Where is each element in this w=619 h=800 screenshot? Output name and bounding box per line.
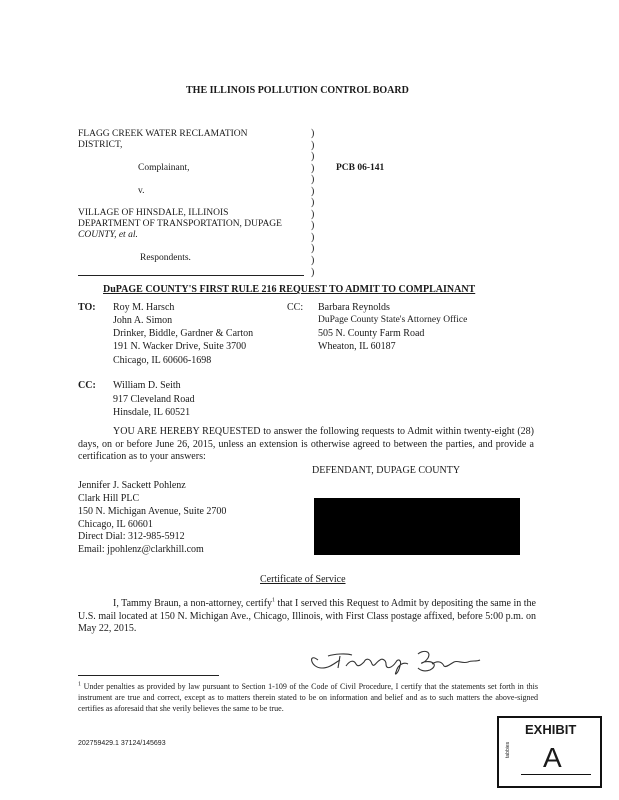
defendant-label: DEFENDANT, DUPAGE COUNTY (312, 465, 461, 476)
cc-left-line-2: 917 Cleveland Road (113, 394, 195, 405)
caption-parens: ) ) ) ) ) ) ) ) ) ) ) ) ) (311, 128, 315, 278)
cc-right-label: CC: (287, 302, 304, 313)
cc-right-line-4: Wheaton, IL 60187 (318, 341, 396, 352)
certificate-heading: Certificate of Service (260, 574, 346, 585)
signature-image (300, 638, 500, 678)
respondent-role: Respondents. (140, 253, 191, 263)
document-id: 202759429.1 37124/145693 (78, 740, 166, 747)
cc-left-line-1: William D. Seith (113, 380, 181, 391)
to-line-4: 191 N. Wacker Drive, Suite 3700 (113, 341, 247, 352)
attorney-line-6: Email: jpohlenz@clarkhill.com (78, 544, 204, 555)
respondent-line-2: DEPARTMENT OF TRANSPORTATION, DUPAGE (78, 219, 282, 229)
document-title: DuPAGE COUNTY'S FIRST RULE 216 REQUEST TO ADMIT TO COMPLAINANT (103, 284, 476, 295)
attorney-line-2: Clark Hill PLC (78, 493, 140, 504)
exhibit-sticker (497, 716, 602, 788)
exhibit-line (521, 774, 591, 775)
footnote-rule (78, 675, 219, 676)
certificate-paragraph: I, Tammy Braun, a non-attorney, certify$^1$ that I served this Request to Admit by depositing the same in the U.S. mail located at 150 N. Michigan Ave., Chicago, Illinois, with First Class postage affixed, before 5:00 p.m. on May 22, 2015. (78, 597, 536, 634)
versus: v. (138, 186, 145, 196)
attorney-line-3: 150 N. Michigan Avenue, Suite 2700 (78, 506, 227, 517)
exhibit-title: EXHIBIT (525, 722, 577, 737)
cc-right-line-3: 505 N. County Farm Road (318, 328, 425, 339)
respondent-line-1: VILLAGE OF HINSDALE, ILLINOIS (78, 208, 229, 218)
case-number: PCB 06-141 (336, 163, 385, 173)
to-line-3: Drinker, Biddle, Gardner & Carton (113, 328, 254, 339)
cc-left-line-3: Hinsdale, IL 60521 (113, 407, 191, 418)
court-title: THE ILLINOIS POLLUTION CONTROL BOARD (186, 85, 409, 96)
to-line-2: John A. Simon (113, 315, 173, 326)
exhibit-brand: tabbies (505, 741, 511, 758)
footnote: $^1$ Under penalties as provided by law pursuant to Section 1-109 of the Code of Civil Procedure, I certify that the statements set forth in this instrument are true and correct, except as to matters therein stated to be on information and belief and as to such matters the above-signed certifies as aforesaid that she verily believes the same to be true. (78, 681, 538, 713)
attorney-line-4: Chicago, IL 60601 (78, 519, 153, 530)
complainant-role: Complainant, (138, 163, 190, 173)
caption-rule (78, 275, 304, 276)
attorney-line-1: Jennifer J. Sackett Pohlenz (78, 480, 186, 491)
complainant-line-2: DISTRICT, (78, 140, 123, 150)
cc-right-line-1: Barbara Reynolds (318, 302, 390, 313)
attorney-line-5: Direct Dial: 312-985-5912 (78, 531, 185, 542)
request-paragraph: YOU ARE HEREBY REQUESTED to answer the following requests to Admit within twenty-eight (28) days, on or before June 26, 2015, unless an extension is otherwise agreed to between the parties, and provide a certification as to your answers: (78, 426, 534, 462)
cc-right-line-2: DuPage County State's Attorney Office (318, 315, 468, 325)
redaction-box (314, 498, 520, 555)
cc-left-label: CC: (78, 380, 96, 391)
to-line-5: Chicago, IL 60606-1698 (113, 355, 212, 366)
exhibit-letter: A (543, 742, 562, 773)
respondent-line-3: COUNTY, et al. (78, 230, 138, 240)
to-line-1: Roy M. Harsch (113, 302, 175, 313)
to-label: TO: (78, 302, 96, 313)
complainant-line-1: FLAGG CREEK WATER RECLAMATION (78, 129, 248, 139)
